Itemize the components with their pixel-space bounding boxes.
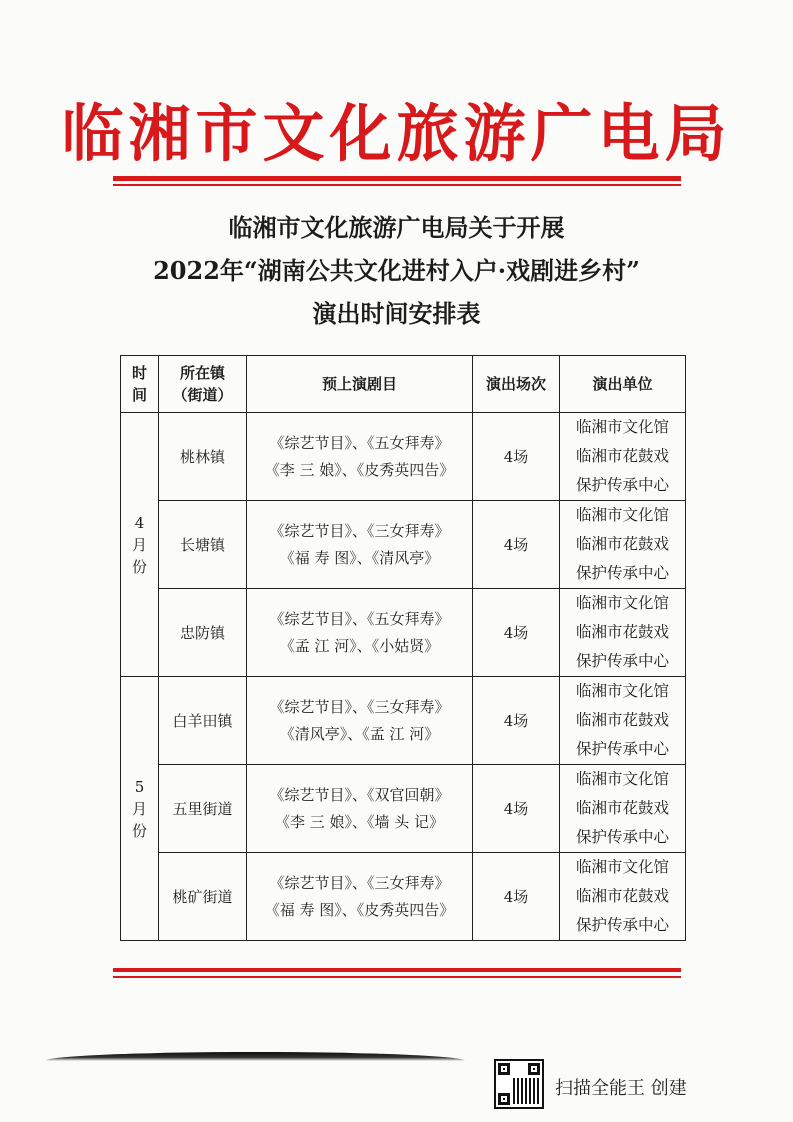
table-row bbox=[121, 589, 686, 677]
sessions-cell: 4场 bbox=[473, 589, 560, 677]
unit-cell: 临湘市文化馆 临湘市花鼓戏 保护传承中心 bbox=[560, 853, 686, 941]
header-time: 时 间 bbox=[121, 356, 159, 413]
unit-cell: 临湘市文化馆 临湘市花鼓戏 保护传承中心 bbox=[560, 677, 686, 765]
sessions-cell: 4场 bbox=[473, 677, 560, 765]
schedule-table bbox=[120, 355, 686, 941]
town-cell: 忠防镇 bbox=[159, 589, 247, 677]
program-cell: 《综艺节目》、《三女拜寿》 《福 寿 图》、《清风亭》 bbox=[247, 501, 473, 589]
table-row bbox=[121, 677, 686, 765]
sessions-cell: 4场 bbox=[473, 501, 560, 589]
program-cell: 《综艺节目》、《双官回朝》 《李 三 娘》、《墙 头 记》 bbox=[247, 765, 473, 853]
document-title bbox=[0, 206, 793, 335]
qr-code-icon bbox=[494, 1059, 544, 1109]
month-cell-may: 5 月 份 bbox=[121, 677, 159, 941]
header-unit: 演出单位 bbox=[560, 356, 686, 413]
title-line-1: 临湘市文化旅游广电局关于开展 bbox=[228, 213, 565, 242]
sessions-cell: 4场 bbox=[473, 413, 560, 501]
program-cell: 《综艺节目》、《三女拜寿》 《清风亭》、《孟 江 河》 bbox=[247, 677, 473, 765]
program-cell: 《综艺节目》、《三女拜寿》 《福 寿 图》、《皮秀英四告》 bbox=[247, 853, 473, 941]
town-cell: 桃矿街道 bbox=[159, 853, 247, 941]
title-line-3: 演出时间安排表 bbox=[312, 299, 481, 328]
table-row bbox=[121, 413, 686, 501]
scan-edge-shadow bbox=[45, 1052, 465, 1061]
scanner-watermark: 扫描全能王 创建 bbox=[555, 1078, 687, 1099]
header-town: 所在镇 （街道） bbox=[159, 356, 247, 413]
table-header-row bbox=[121, 356, 686, 413]
sessions-cell: 4场 bbox=[473, 853, 560, 941]
table-row bbox=[121, 853, 686, 941]
sessions-cell: 4场 bbox=[473, 765, 560, 853]
title-line-2: 2022年“湖南公共文化进村入户·戏剧进乡村” bbox=[153, 256, 640, 285]
unit-cell: 临湘市文化馆 临湘市花鼓戏 保护传承中心 bbox=[560, 501, 686, 589]
masthead-title: 临湘市文化旅游广电局 bbox=[61, 97, 732, 170]
masthead-rule-thick bbox=[113, 176, 681, 181]
program-cell: 《综艺节目》、《五女拜寿》 《孟 江 河》、《小姑贤》 bbox=[247, 589, 473, 677]
header-sessions: 演出场次 bbox=[473, 356, 560, 413]
footer-rule-thin bbox=[113, 976, 681, 978]
town-cell: 白羊田镇 bbox=[159, 677, 247, 765]
unit-cell: 临湘市文化馆 临湘市花鼓戏 保护传承中心 bbox=[560, 765, 686, 853]
footer-rule-thick bbox=[113, 968, 681, 972]
unit-cell: 临湘市文化馆 临湘市花鼓戏 保护传承中心 bbox=[560, 589, 686, 677]
town-cell: 长塘镇 bbox=[159, 501, 247, 589]
month-cell-april: 4 月 份 bbox=[121, 413, 159, 677]
town-cell: 五里街道 bbox=[159, 765, 247, 853]
unit-cell: 临湘市文化馆 临湘市花鼓戏 保护传承中心 bbox=[560, 413, 686, 501]
program-cell: 《综艺节目》、《五女拜寿》 《李 三 娘》、《皮秀英四告》 bbox=[247, 413, 473, 501]
town-cell: 桃林镇 bbox=[159, 413, 247, 501]
table-row bbox=[121, 501, 686, 589]
table-row bbox=[121, 765, 686, 853]
header-program: 预上演剧目 bbox=[247, 356, 473, 413]
masthead-rule-thin bbox=[113, 184, 681, 186]
